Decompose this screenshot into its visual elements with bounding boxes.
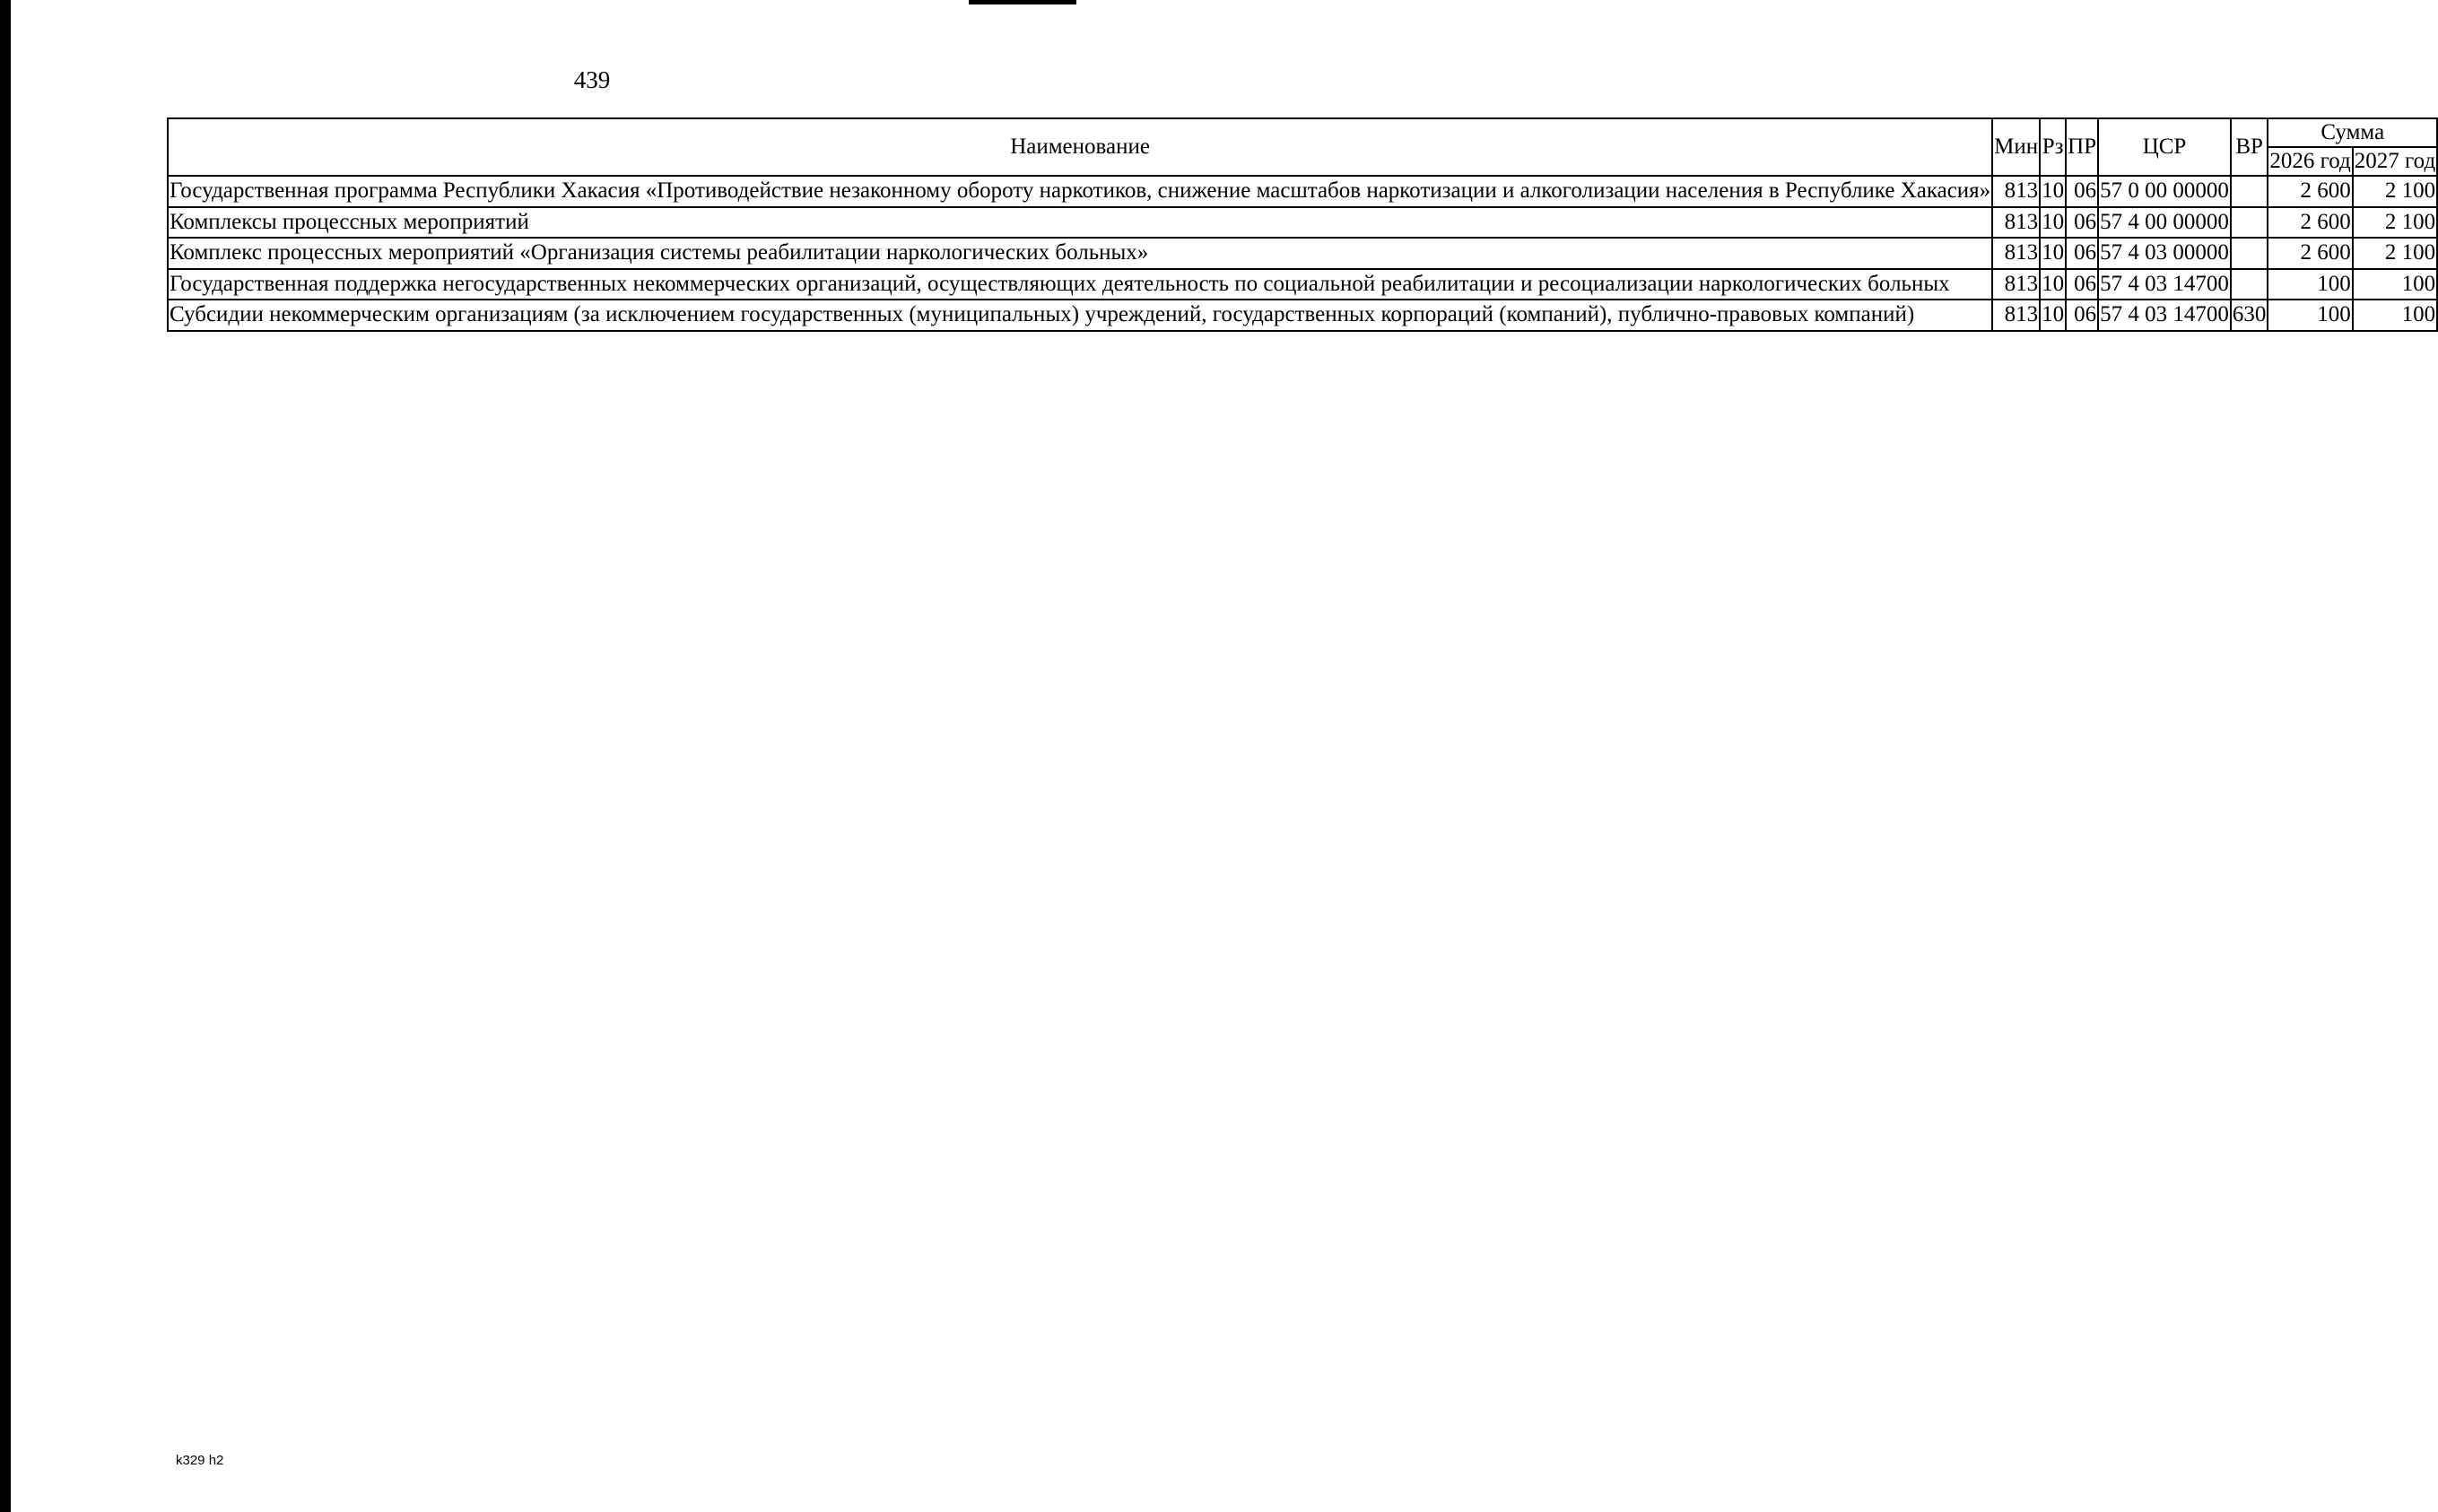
header-min: Мин: [1992, 118, 2040, 176]
header-pr: ПР: [2066, 118, 2098, 176]
row-name: Комплекс процессных мероприятий «Организация системы реабилитации наркологических больных»: [168, 238, 1992, 269]
row-min: 813: [1992, 269, 2040, 300]
table-row: [168, 176, 2437, 207]
page-number: 439: [573, 66, 611, 93]
row-min: 813: [1992, 300, 2040, 331]
document-code: k329 h2: [176, 1453, 224, 1468]
row-sum-2027: 2 100: [2353, 176, 2437, 207]
row-sum-2027: 2 100: [2353, 207, 2437, 239]
row-min: 813: [1992, 176, 2040, 207]
row-sum-2026: 100: [2268, 269, 2352, 300]
row-name: Комплексы процессных мероприятий: [168, 207, 1992, 239]
row-csr: 57 4 03 00000: [2098, 238, 2231, 269]
row-csr: 57 0 00 00000: [2098, 176, 2231, 207]
row-name: Государственная программа Республики Хакасия «Противодействие незаконному обороту наркотиков, снижение масштабов наркотизации и алкоголизации населения в Республике Хакасия»: [168, 176, 1992, 207]
row-rz: 10: [2040, 300, 2066, 331]
row-sum-2026: 2 600: [2268, 176, 2352, 207]
row-sum-2026: 2 600: [2268, 207, 2352, 239]
row-sum-2027: 2 100: [2353, 238, 2437, 269]
row-name: Субсидии некоммерческим организациям (за исключением государственных (муниципальных) учреждений, государственных корпораций (компаний), публично-правовых компаний): [168, 300, 1992, 331]
row-min: 813: [1992, 207, 2040, 239]
row-pr: 06: [2066, 269, 2098, 300]
row-vr: [2231, 207, 2268, 239]
table-row: [168, 269, 2437, 300]
header-rz: Рз: [2040, 118, 2066, 176]
row-rz: 10: [2040, 238, 2066, 269]
header-year-2026: 2026 год: [2268, 147, 2352, 176]
header-sum: Сумма: [2268, 118, 2437, 147]
scan-edge: [0, 0, 11, 1512]
row-sum-2027: 100: [2353, 269, 2437, 300]
header-name: Наименование: [168, 118, 1992, 176]
row-sum-2027: 100: [2353, 300, 2437, 331]
row-csr: 57 4 00 00000: [2098, 207, 2231, 239]
row-rz: 10: [2040, 176, 2066, 207]
budget-table: [167, 117, 2438, 332]
row-pr: 06: [2066, 238, 2098, 269]
row-sum-2026: 2 600: [2268, 238, 2352, 269]
row-vr: [2231, 269, 2268, 300]
row-name: Государственная поддержка негосударственных некоммерческих организаций, осуществляющих деятельность по социальной реабилитации и ресоциализации наркологических больных: [168, 269, 1992, 300]
row-pr: 06: [2066, 176, 2098, 207]
row-pr: 06: [2066, 207, 2098, 239]
table-row: [168, 207, 2437, 239]
row-rz: 10: [2040, 207, 2066, 239]
header-vr: ВР: [2231, 118, 2268, 176]
row-vr: [2231, 238, 2268, 269]
row-sum-2026: 100: [2268, 300, 2352, 331]
header-year-2027: 2027 год: [2353, 147, 2437, 176]
row-rz: 10: [2040, 269, 2066, 300]
row-csr: 57 4 03 14700: [2098, 269, 2231, 300]
row-csr: 57 4 03 14700: [2098, 300, 2231, 331]
header-csr: ЦСР: [2098, 118, 2231, 176]
table-row: [168, 238, 2437, 269]
scan-corner-mark: [969, 0, 1076, 4]
row-vr: 630: [2231, 300, 2268, 331]
table-row: [168, 300, 2437, 331]
row-min: 813: [1992, 238, 2040, 269]
row-pr: 06: [2066, 300, 2098, 331]
row-vr: [2231, 176, 2268, 207]
